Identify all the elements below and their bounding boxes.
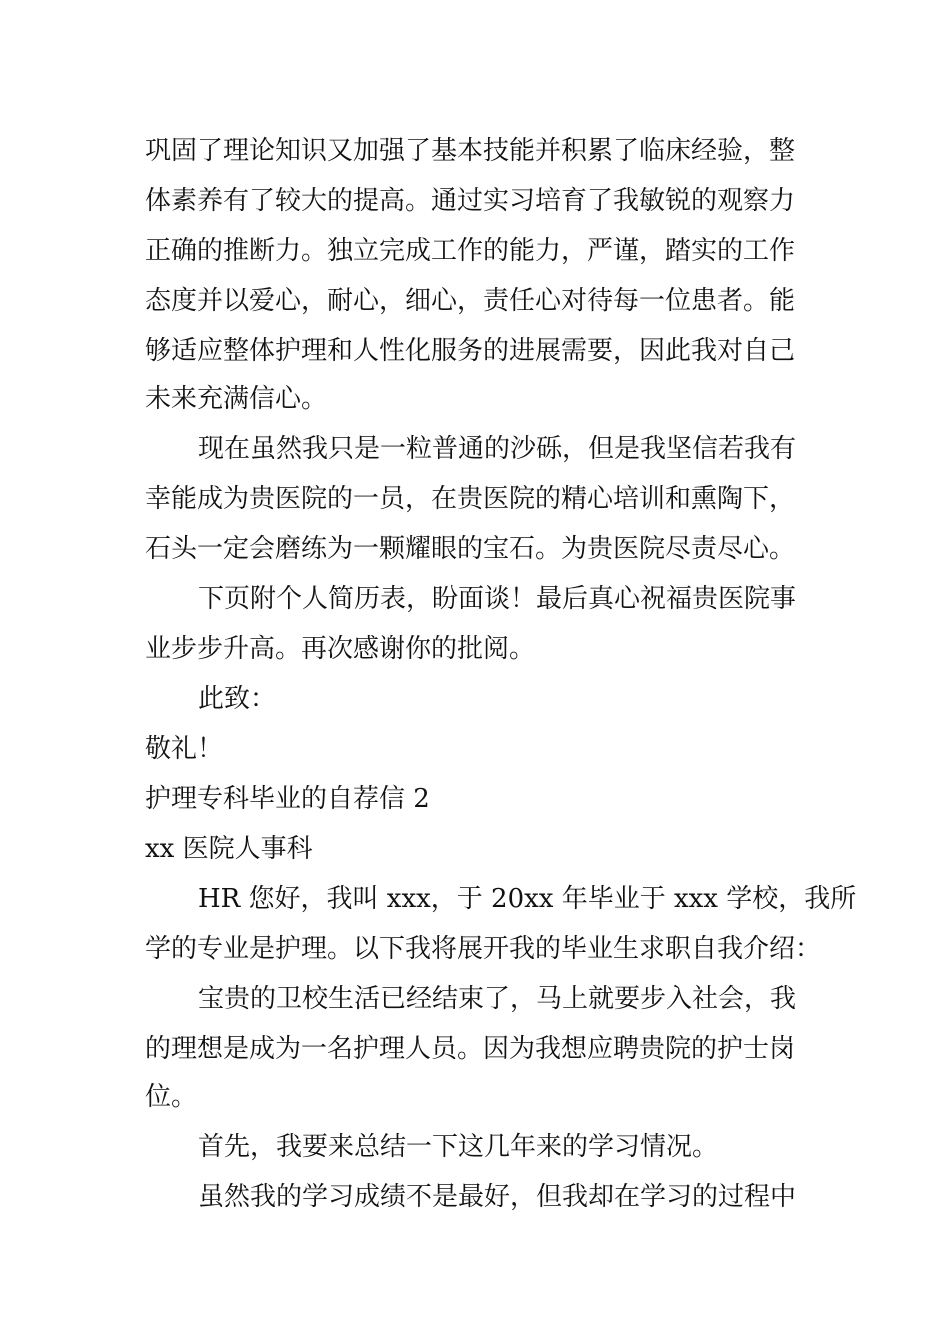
paragraph-start: 下页附个人简历表，盼面谈！最后真心祝福贵医院事 [198, 584, 797, 614]
text-line: 幸能成为贵医院的一员，在贵医院的精心培训和熏陶下， [145, 484, 796, 514]
text-line: 未来充满信心。 [145, 384, 328, 414]
text-line: 业步步升高。再次感谢你的批阅。 [145, 634, 536, 664]
section-heading: 护理专科毕业的自荐信 2 [145, 784, 430, 814]
text-line: 学的专业是护理。以下我将展开我的毕业生求职自我介绍： [145, 934, 822, 964]
text-line: 石头一定会磨练为一颗耀眼的宝石。为贵医院尽责尽心。 [145, 534, 796, 564]
text-line: 态度并以爱心，耐心，细心，责任心对待每一位患者。能 [145, 286, 796, 316]
paragraph-start: 宝贵的卫校生活已经结束了，马上就要步入社会，我 [198, 984, 797, 1014]
text-line: 体素养有了较大的提高。通过实习培育了我敏锐的观察力 [145, 186, 796, 216]
text-line: 够适应整体护理和人性化服务的进展需要，因此我对自己 [145, 336, 796, 366]
paragraph-start: 虽然我的学习成绩不是最好，但我却在学习的过程中 [198, 1182, 797, 1212]
recipient-line: xx 医院人事科 [145, 834, 313, 864]
salutation-line: 此致： [198, 684, 277, 714]
paragraph-start: 首先，我要来总结一下这几年来的学习情况。 [198, 1132, 719, 1162]
text-line: 正确的推断力。独立完成工作的能力，严谨，踏实的工作 [145, 236, 796, 266]
text-line: 位。 [145, 1082, 198, 1112]
paragraph-start: 现在虽然我只是一粒普通的沙砾，但是我坚信若我有 [198, 434, 797, 464]
closing-line: 敬礼！ [145, 734, 224, 764]
paragraph-start: HR 您好，我叫 xxx，于 20xx 年毕业于 xxx 学校，我所 [198, 884, 857, 914]
text-line: 的理想是成为一名护理人员。因为我想应聘贵院的护士岗 [145, 1034, 796, 1064]
text-line: 巩固了理论知识又加强了基本技能并积累了临床经验，整 [145, 136, 796, 166]
